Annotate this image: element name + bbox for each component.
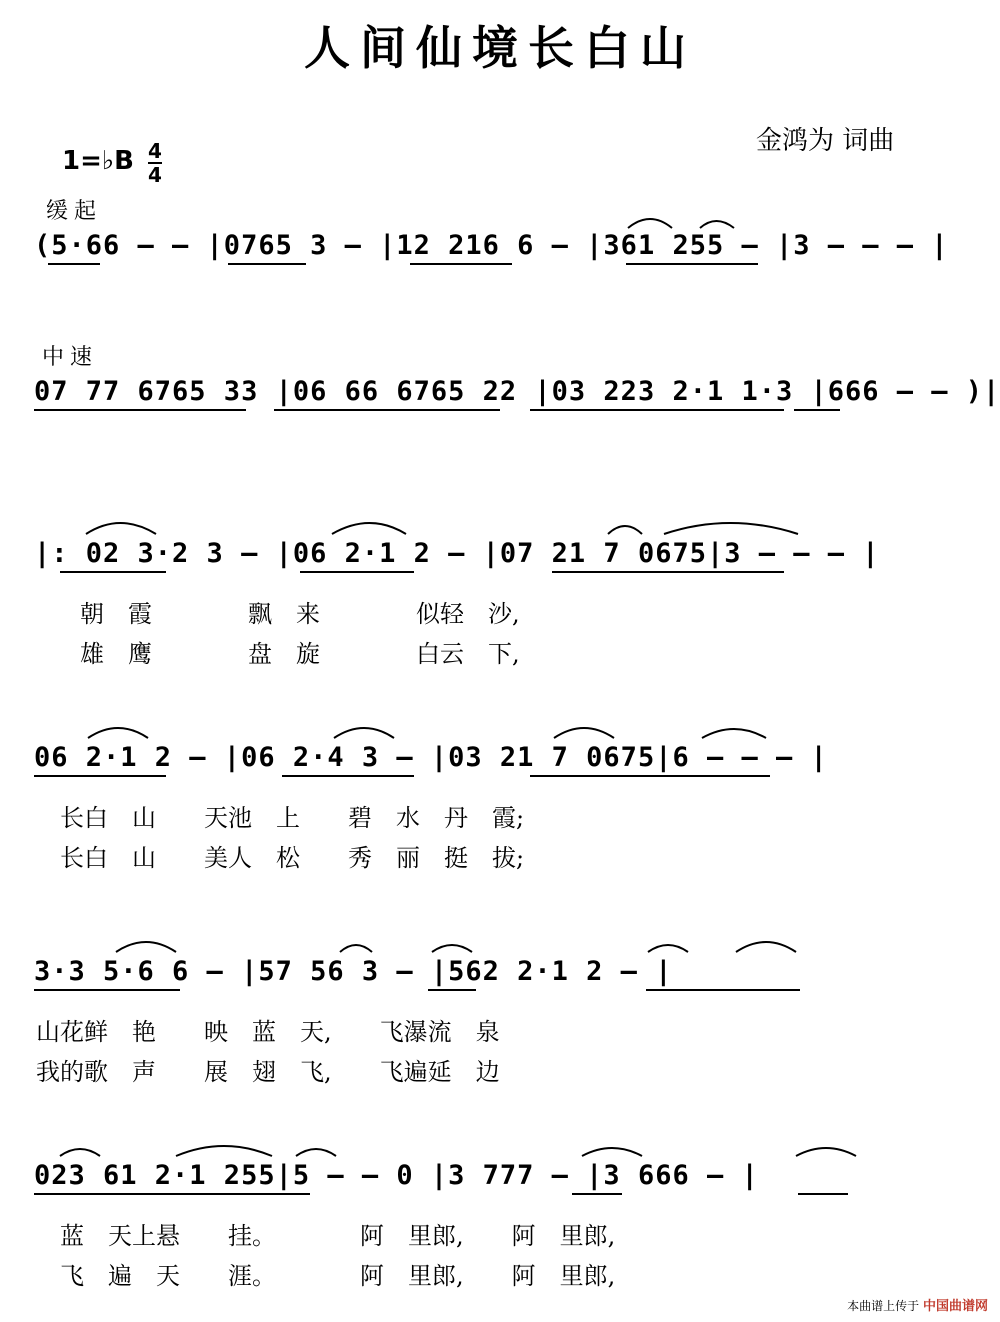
notation-row-intro-2: 07 77 6765 33 |06 66 6765 22 |03 223 2·1 1·3 |666 – – )| (34, 376, 1000, 407)
slur-mark (296, 1149, 336, 1156)
tempo-main: 中速 (42, 345, 99, 370)
lyric-line-3b: 我的歌 声 展 翅 飞, 飞遍延 边 (36, 1058, 500, 1086)
slur-mark (86, 523, 156, 534)
slur-mark (582, 1148, 642, 1156)
slur-mark (608, 526, 642, 534)
lyric-line-2a: 长白 山 天池 上 碧 水 丹 霞; (60, 804, 525, 832)
watermark (847, 1295, 988, 1314)
tempo-intro: 缓起 (46, 199, 103, 224)
time-signature-bottom: 4 (148, 163, 162, 187)
key-signature: 1=♭B (62, 146, 134, 176)
slur-mark (628, 219, 672, 228)
slur-mark (60, 1149, 100, 1156)
slur-mark (88, 728, 148, 738)
lyric-line-1a: 朝 霞 飘 来 似轻 沙, (80, 600, 520, 628)
time-signature-top: 4 (148, 139, 162, 163)
lyric-line-4a: 蓝 天上悬 挂。 阿 里郎, 阿 里郎, (60, 1222, 616, 1250)
slur-mark (736, 942, 796, 952)
lyric-line-3a: 山花鲜 艳 映 蓝 天, 飞瀑流 泉 (36, 1018, 500, 1046)
notation-row-verse-3: 3·3 5·6 6 – |57 56 3 – |562 2·1 2 – | (34, 956, 673, 987)
slur-mark (796, 1148, 856, 1156)
lyric-line-1b: 雄 鹰 盘 旋 白云 下, (80, 640, 520, 668)
slur-mark (702, 729, 766, 738)
watermark-text: 本曲谱上传于 (847, 1299, 920, 1313)
lyric-line-4b: 飞 遍 天 涯。 阿 里郎, 阿 里郎, (60, 1262, 616, 1290)
page-title: 人间仙境长白山 (304, 21, 696, 75)
slur-mark (664, 523, 798, 534)
lyric-line-2b: 长白 山 美人 松 秀 丽 挺 拔; (60, 844, 525, 872)
slur-mark (700, 221, 734, 228)
slur-mark (334, 728, 394, 738)
notation-row-verse-2: 06 2·1 2 – |06 2·4 3 – |03 21 7 0675|6 – – – | (34, 742, 828, 773)
slur-mark (432, 945, 472, 952)
composer-credit: 金鸿为 词曲 (756, 126, 895, 156)
slur-mark (340, 945, 372, 952)
notation-row-verse-1: |: 02 3·2 3 – |06 2·1 2 – |07 21 7 0675|3 – – – | (34, 538, 880, 569)
notation-row-verse-4: 023 61 2·1 255|5 – – 0 |3 777 – |3 666 – | (34, 1160, 759, 1191)
watermark-brand: 中国曲谱网 (922, 1299, 988, 1314)
slur-mark (648, 945, 688, 952)
slur-mark (332, 523, 406, 534)
slur-mark (176, 1146, 272, 1156)
slur-mark (554, 728, 614, 738)
slur-mark (116, 942, 176, 952)
notation-row-intro-1: (5·66 – – |0765 3 – |12 216 6 – |361 255 – |3 – – – | (34, 230, 949, 261)
